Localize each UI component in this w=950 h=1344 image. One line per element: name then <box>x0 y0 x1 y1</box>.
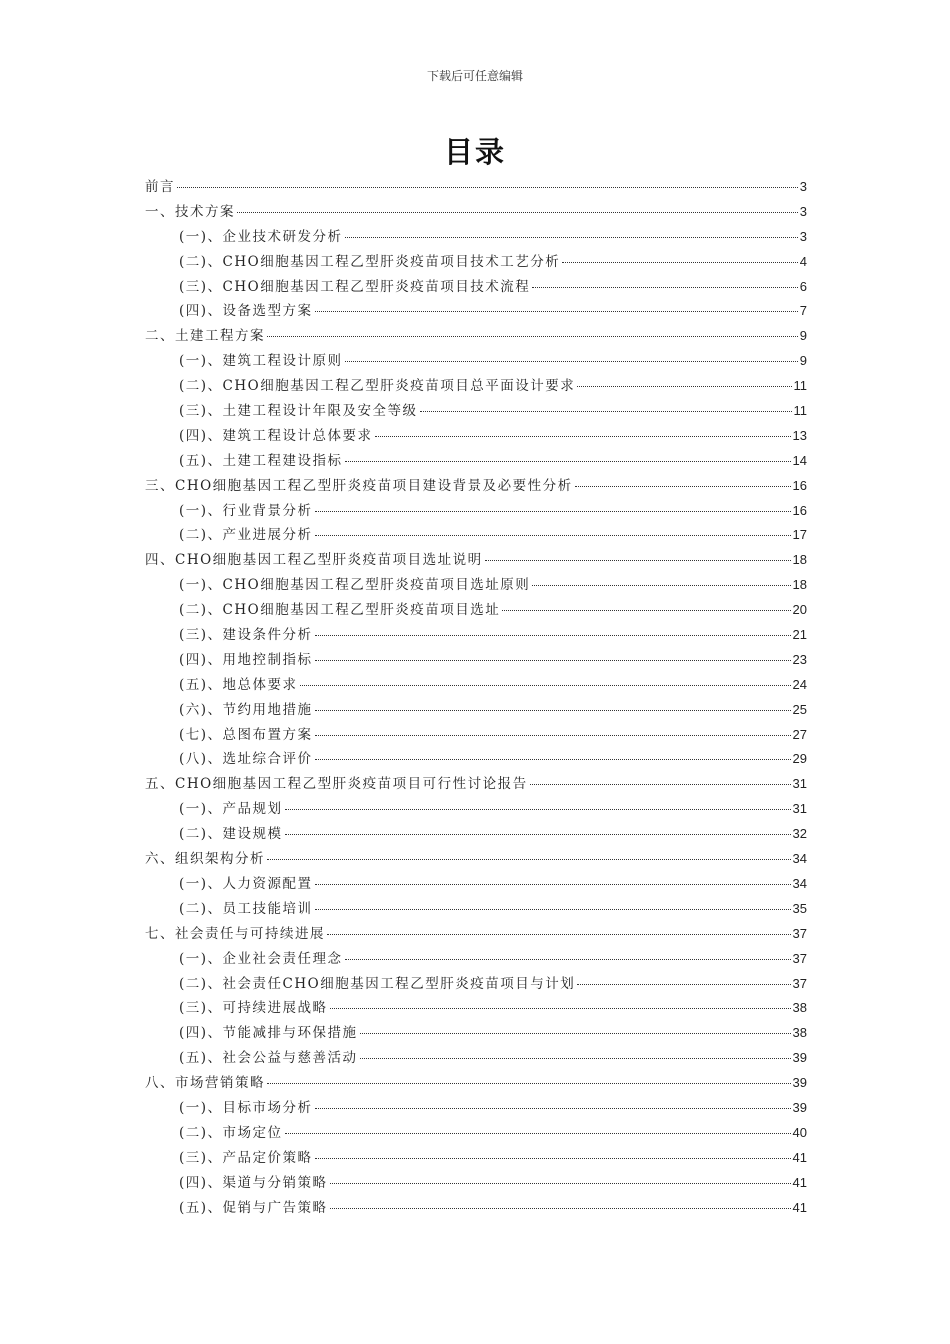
toc-entry[interactable] <box>145 698 807 723</box>
toc-entry-page-number: 21 <box>792 627 807 643</box>
toc-entry[interactable] <box>145 474 807 499</box>
dot-leader <box>177 187 798 188</box>
toc-entry-label: 八、市场营销策略 <box>145 1075 265 1092</box>
dot-leader <box>330 1008 791 1009</box>
toc-entry-page-number: 18 <box>792 552 807 568</box>
dot-leader <box>315 511 791 512</box>
toc-entry-label: (三)、产品定价策略 <box>179 1149 313 1166</box>
toc-entry-page-number: 17 <box>792 527 807 543</box>
toc-entry[interactable] <box>145 747 807 772</box>
toc-entry-page-number: 41 <box>792 1199 807 1215</box>
toc-entry-label: 一、技术方案 <box>145 203 235 220</box>
toc-entry-page-number: 39 <box>792 1075 807 1091</box>
dot-leader <box>330 1183 791 1184</box>
toc-entry[interactable] <box>145 374 807 399</box>
toc-title: 目录 <box>443 135 506 169</box>
toc-entry[interactable] <box>145 1196 807 1221</box>
table-of-contents <box>145 175 807 1220</box>
toc-entry[interactable] <box>145 573 807 598</box>
toc-entry[interactable] <box>145 449 807 474</box>
dot-leader <box>345 237 798 238</box>
toc-entry[interactable] <box>145 996 807 1021</box>
toc-entry-page-number: 34 <box>792 875 807 891</box>
toc-entry-label: (三)、可持续进展战略 <box>179 1000 328 1017</box>
toc-entry-page-number: 18 <box>792 577 807 593</box>
toc-entry[interactable] <box>145 847 807 872</box>
toc-entry-page-number: 38 <box>792 1025 807 1041</box>
toc-entry-label: (一)、企业技术研发分析 <box>179 228 343 245</box>
toc-entry-page-number: 38 <box>792 1000 807 1016</box>
toc-entry-label: (二)、建设规模 <box>179 826 283 843</box>
toc-entry-page-number: 27 <box>792 726 807 742</box>
toc-entry-page-number: 41 <box>792 1174 807 1190</box>
dot-leader <box>315 660 791 661</box>
dot-leader <box>285 834 791 835</box>
toc-entry-label: (五)、地总体要求 <box>179 676 298 693</box>
toc-entry[interactable] <box>145 175 807 200</box>
toc-entry[interactable] <box>145 225 807 250</box>
toc-entry[interactable] <box>145 1096 807 1121</box>
toc-entry[interactable] <box>145 324 807 349</box>
toc-entry-label: 前言 <box>145 179 175 195</box>
dot-leader <box>575 486 791 487</box>
dot-leader <box>285 809 791 810</box>
toc-entry-label: (一)、人力资源配置 <box>179 875 313 892</box>
toc-entry[interactable] <box>145 598 807 623</box>
toc-entry[interactable] <box>145 250 807 275</box>
toc-entry[interactable] <box>145 972 807 997</box>
dot-leader <box>562 262 798 263</box>
toc-entry-page-number: 23 <box>792 651 807 667</box>
toc-entry-label: (一)、目标市场分析 <box>179 1099 313 1116</box>
toc-entry-page-number: 35 <box>792 900 807 916</box>
toc-entry-page-number: 41 <box>792 1149 807 1165</box>
dot-leader <box>315 909 791 910</box>
toc-entry-page-number: 6 <box>799 278 807 294</box>
toc-entry-label: (一)、CHO细胞基因工程乙型肝炎疫苗项目选址原则 <box>179 577 531 594</box>
toc-entry-label: (二)、CHO细胞基因工程乙型肝炎疫苗项目选址 <box>179 602 501 619</box>
toc-entry-label: (二)、市场定位 <box>179 1124 283 1141</box>
dot-leader <box>360 1058 791 1059</box>
toc-entry-label: (五)、土建工程建设指标 <box>179 452 343 469</box>
dot-leader <box>315 735 791 736</box>
toc-entry-page-number: 31 <box>792 776 807 792</box>
toc-entry-label: (三)、CHO细胞基因工程乙型肝炎疫苗项目技术流程 <box>179 278 531 295</box>
dot-leader <box>375 436 791 437</box>
toc-entry-label: (四)、建筑工程设计总体要求 <box>179 427 373 444</box>
toc-entry-page-number: 29 <box>792 751 807 767</box>
toc-entry[interactable] <box>145 648 807 673</box>
toc-entry[interactable] <box>145 523 807 548</box>
toc-entry-page-number: 39 <box>792 1050 807 1066</box>
toc-entry-page-number: 4 <box>799 253 807 269</box>
toc-entry-page-number: 13 <box>792 427 807 443</box>
toc-entry-label: 六、组织架构分析 <box>145 851 265 868</box>
toc-entry-page-number: 7 <box>799 303 807 319</box>
toc-entry[interactable] <box>145 399 807 424</box>
dot-leader <box>502 610 790 611</box>
toc-entry[interactable] <box>145 1171 807 1196</box>
dot-leader <box>315 759 791 760</box>
dot-leader <box>577 984 790 985</box>
toc-entry-label: (一)、行业背景分析 <box>179 502 313 519</box>
toc-entry-label: (八)、选址综合评价 <box>179 751 313 768</box>
toc-entry[interactable] <box>145 1121 807 1146</box>
toc-entry-page-number: 37 <box>792 950 807 966</box>
dot-leader <box>327 934 791 935</box>
dot-leader <box>532 287 798 288</box>
dot-leader <box>345 959 791 960</box>
dot-leader <box>267 336 798 337</box>
toc-entry-page-number: 14 <box>792 452 807 468</box>
toc-entry-page-number: 24 <box>792 676 807 692</box>
dot-leader <box>345 361 798 362</box>
dot-leader <box>485 560 791 561</box>
dot-leader <box>285 1133 791 1134</box>
toc-entry-page-number: 11 <box>793 378 807 394</box>
toc-entry-label: (四)、渠道与分销策略 <box>179 1174 328 1191</box>
toc-entry[interactable] <box>145 200 807 225</box>
dot-leader <box>300 685 791 686</box>
dot-leader <box>577 386 791 387</box>
toc-entry-page-number: 16 <box>792 477 807 493</box>
toc-entry-page-number: 34 <box>792 851 807 867</box>
toc-entry-label: (一)、企业社会责任理念 <box>179 950 343 967</box>
toc-entry-label: 七、社会责任与可持续进展 <box>145 925 325 942</box>
dot-leader <box>420 411 792 412</box>
toc-entry-page-number: 40 <box>792 1124 807 1140</box>
toc-entry-label: (五)、社会公益与慈善活动 <box>179 1050 358 1067</box>
toc-entry-label: (七)、总图布置方案 <box>179 726 313 743</box>
toc-entry-label: (一)、产品规划 <box>179 801 283 818</box>
toc-entry-label: (二)、社会责任CHO细胞基因工程乙型肝炎疫苗项目与计划 <box>179 975 576 992</box>
toc-entry-page-number: 16 <box>792 502 807 518</box>
toc-entry[interactable] <box>145 275 807 300</box>
dot-leader <box>315 635 791 636</box>
toc-entry-label: (二)、产业进展分析 <box>179 527 313 544</box>
toc-entry[interactable] <box>145 797 807 822</box>
toc-entry-label: (三)、建设条件分析 <box>179 627 313 644</box>
toc-entry-page-number: 37 <box>792 925 807 941</box>
toc-entry-page-number: 32 <box>792 826 807 842</box>
toc-entry[interactable] <box>145 1071 807 1096</box>
dot-leader <box>315 1158 791 1159</box>
toc-entry[interactable] <box>145 499 807 524</box>
toc-entry-page-number: 3 <box>799 179 807 194</box>
dot-leader <box>267 1083 791 1084</box>
toc-entry-label: (六)、节约用地措施 <box>179 701 313 718</box>
dot-leader <box>360 1033 791 1034</box>
toc-entry-label: (四)、用地控制指标 <box>179 651 313 668</box>
toc-entry-label: 二、土建工程方案 <box>145 328 265 345</box>
toc-entry[interactable] <box>145 548 807 573</box>
dot-leader <box>315 535 791 536</box>
dot-leader <box>315 710 791 711</box>
toc-entry[interactable] <box>145 872 807 897</box>
dot-leader <box>315 1108 791 1109</box>
toc-entry[interactable] <box>145 897 807 922</box>
toc-entry-page-number: 20 <box>792 602 807 618</box>
toc-entry[interactable] <box>145 349 807 374</box>
toc-entry-page-number: 3 <box>799 203 807 219</box>
dot-leader <box>532 585 790 586</box>
toc-entry[interactable] <box>145 822 807 847</box>
toc-entry-label: (一)、建筑工程设计原则 <box>179 353 343 370</box>
toc-entry-label: 四、CHO细胞基因工程乙型肝炎疫苗项目选址说明 <box>145 552 483 569</box>
toc-entry[interactable] <box>145 623 807 648</box>
toc-entry[interactable] <box>145 299 807 324</box>
toc-entry-page-number: 25 <box>792 701 807 717</box>
dot-leader <box>315 311 798 312</box>
toc-entry-label: (四)、设备选型方案 <box>179 303 313 320</box>
toc-entry-page-number: 11 <box>793 403 807 419</box>
toc-entry-page-number: 9 <box>799 353 807 369</box>
toc-entry[interactable] <box>145 947 807 972</box>
toc-entry-label: 三、CHO细胞基因工程乙型肝炎疫苗项目建设背景及必要性分析 <box>145 477 573 494</box>
toc-entry[interactable] <box>145 424 807 449</box>
toc-entry-label: (四)、节能减排与环保措施 <box>179 1025 358 1042</box>
toc-entry-page-number: 9 <box>799 328 807 344</box>
toc-entry[interactable] <box>145 922 807 947</box>
toc-entry[interactable] <box>145 1046 807 1071</box>
toc-entry[interactable] <box>145 1146 807 1171</box>
dot-leader <box>237 212 798 213</box>
dot-leader <box>267 859 791 860</box>
dot-leader <box>345 461 791 462</box>
toc-entry-page-number: 37 <box>792 975 807 991</box>
toc-entry-page-number: 39 <box>792 1099 807 1115</box>
toc-entry[interactable] <box>145 673 807 698</box>
dot-leader <box>315 884 791 885</box>
toc-entry[interactable] <box>145 1021 807 1046</box>
dot-leader <box>530 784 791 785</box>
toc-entry-label: (五)、促销与广告策略 <box>179 1199 328 1216</box>
toc-entry-label: (二)、CHO细胞基因工程乙型肝炎疫苗项目总平面设计要求 <box>179 378 576 395</box>
toc-entry-label: (三)、土建工程设计年限及安全等级 <box>179 403 418 420</box>
toc-entry-page-number: 3 <box>799 228 807 244</box>
toc-entry-label: 五、CHO细胞基因工程乙型肝炎疫苗项目可行性讨论报告 <box>145 776 528 793</box>
dot-leader <box>330 1208 791 1209</box>
toc-entry-page-number: 31 <box>792 801 807 817</box>
toc-entry-label: (二)、CHO细胞基因工程乙型肝炎疫苗项目技术工艺分析 <box>179 253 561 270</box>
toc-entry[interactable] <box>145 772 807 797</box>
header-note: 下载后可任意编辑 <box>426 69 523 83</box>
toc-entry[interactable] <box>145 723 807 748</box>
toc-entry-label: (二)、员工技能培训 <box>179 900 313 917</box>
